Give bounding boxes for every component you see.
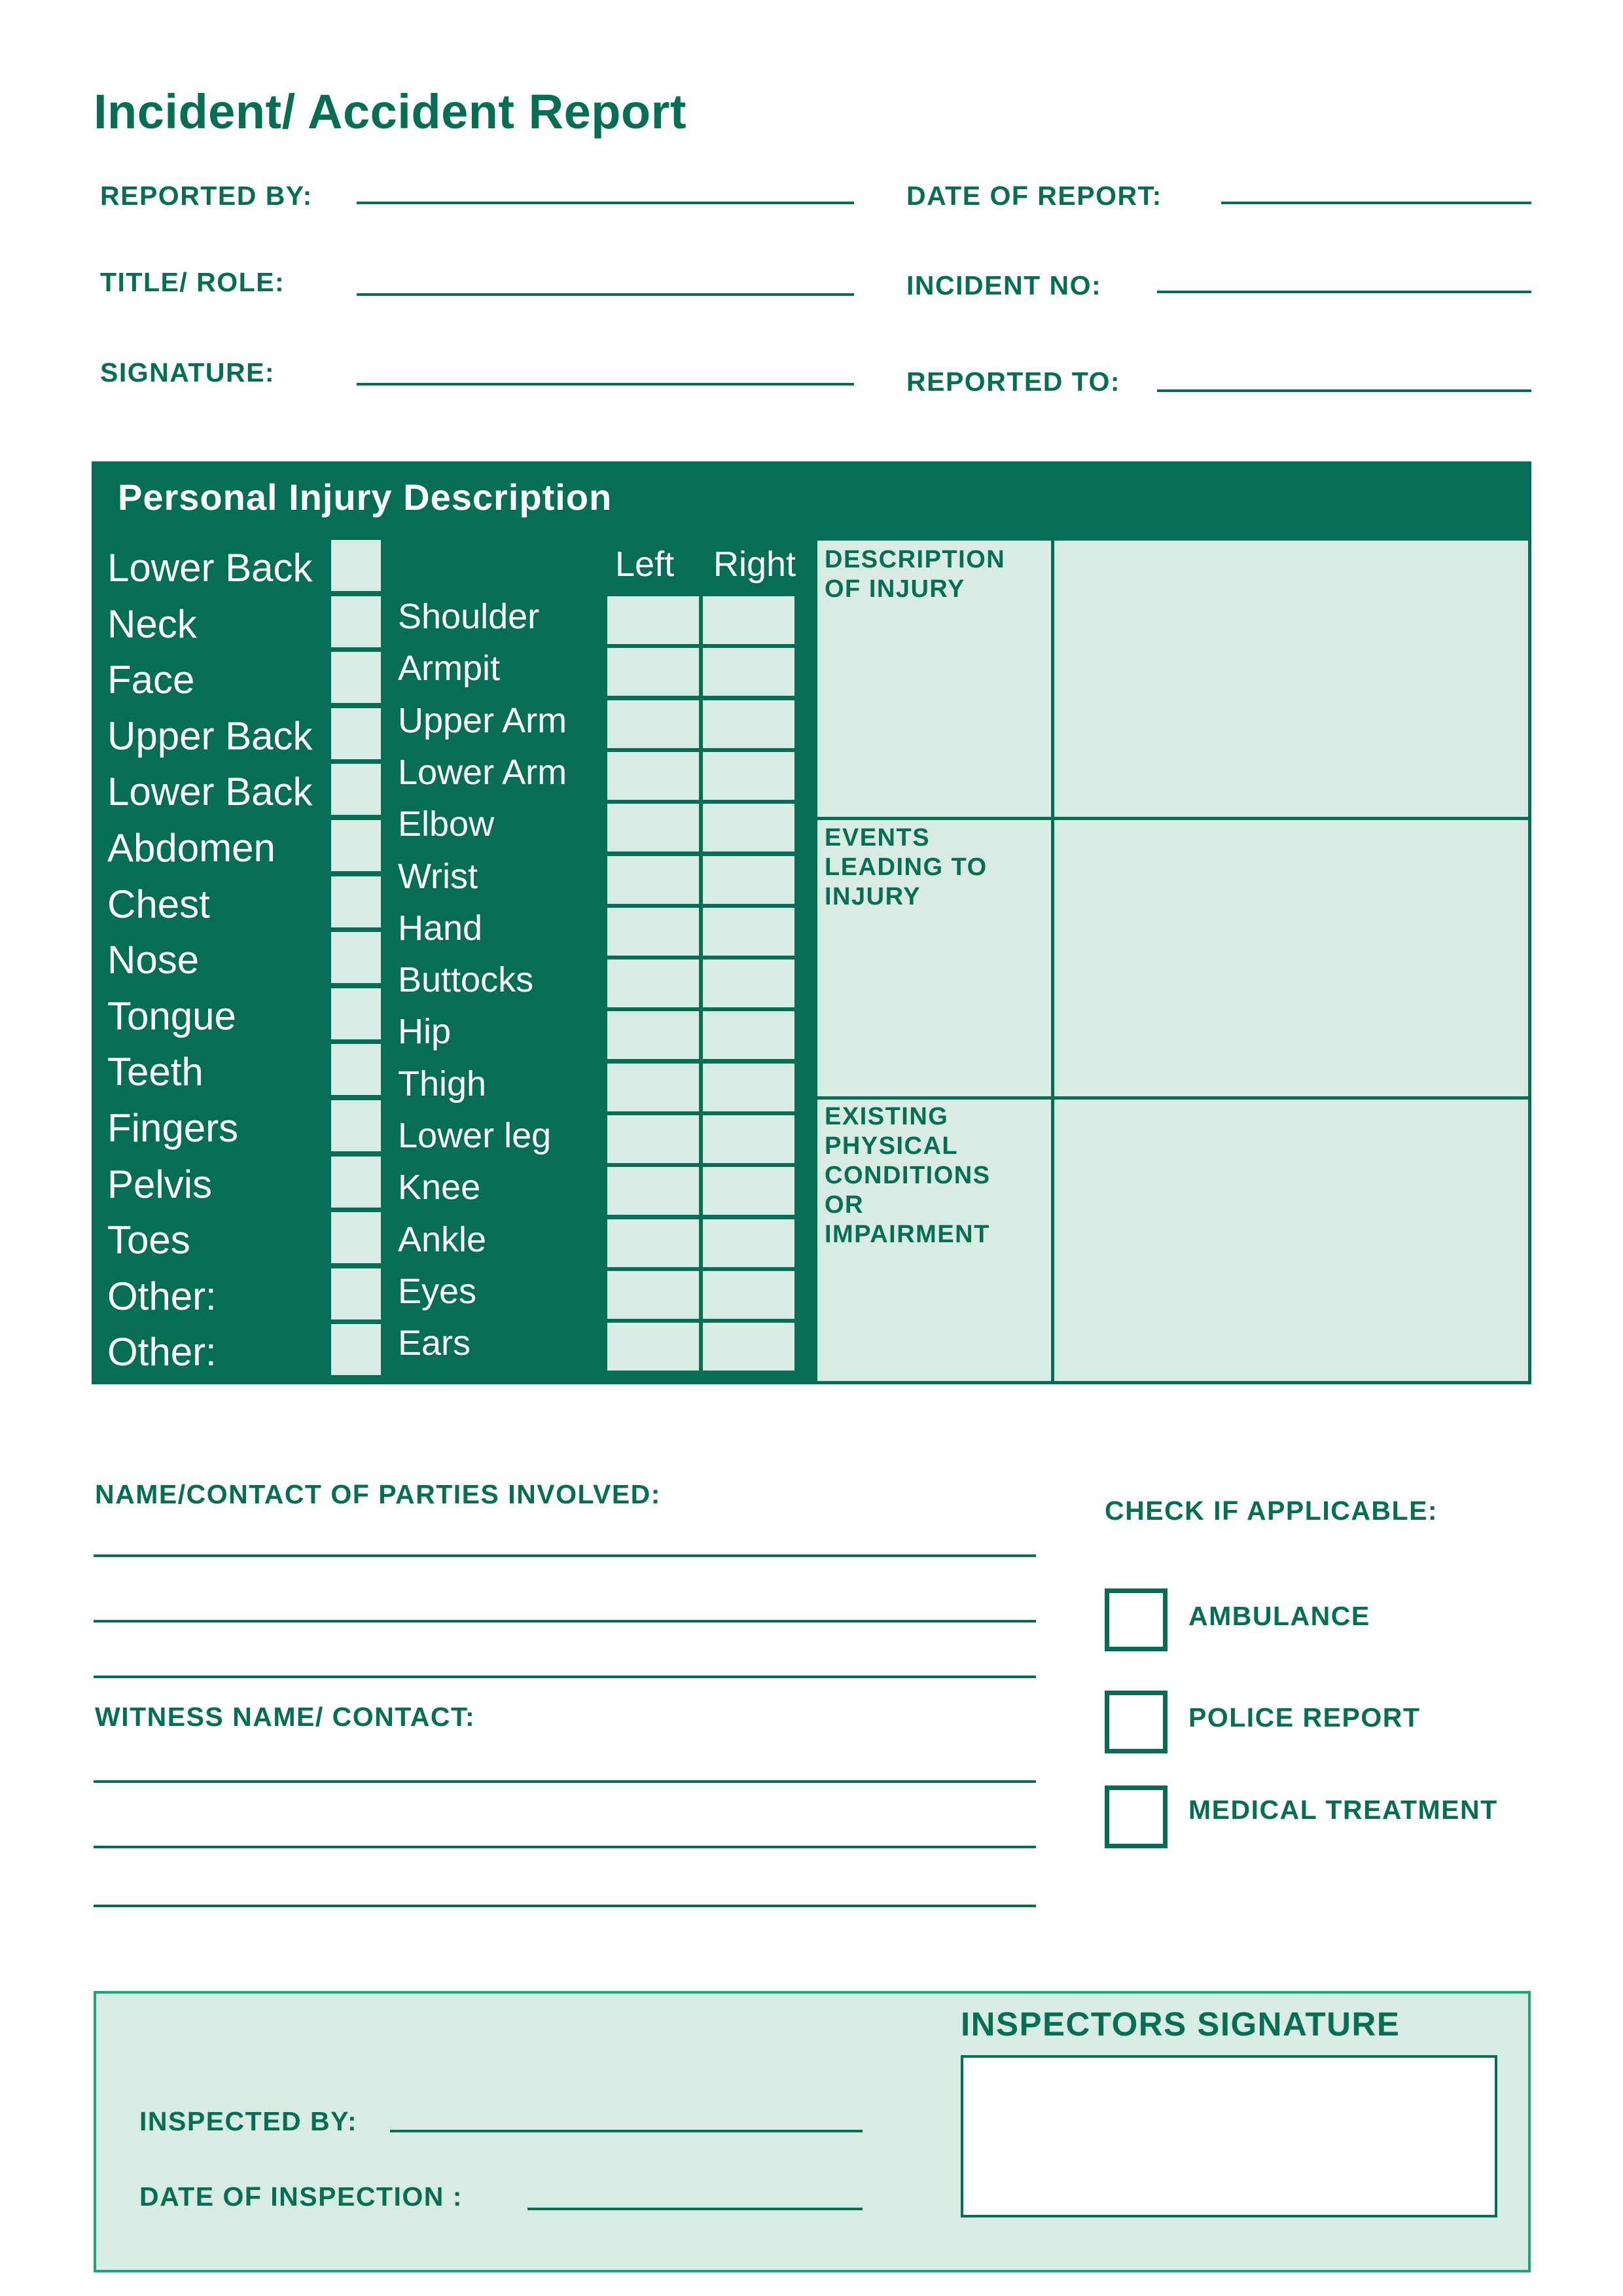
side-body-part-label: Wrist — [398, 856, 478, 896]
witness-line[interactable] — [94, 1905, 1036, 1907]
right-side-checkbox[interactable] — [703, 856, 794, 904]
side-body-part-label: Upper Arm — [398, 700, 567, 740]
side-body-part-label: Knee — [398, 1168, 481, 1208]
side-body-part-label: Ankle — [398, 1219, 487, 1259]
side-body-part-label: Hip — [398, 1012, 452, 1052]
ambulance-checkbox[interactable] — [1105, 1588, 1168, 1651]
inspected-by-label: INSPECTED BY: — [139, 2106, 358, 2136]
reported-by-label: REPORTED BY: — [100, 181, 313, 211]
right-side-checkbox[interactable] — [703, 1167, 794, 1215]
left-side-checkbox[interactable] — [607, 856, 699, 904]
body-part-checkbox[interactable] — [331, 1212, 381, 1263]
body-part-checkbox[interactable] — [331, 1324, 381, 1375]
side-body-part-label: Shoulder — [398, 597, 540, 636]
description-of-injury-field[interactable] — [1055, 541, 1528, 816]
right-side-checkbox[interactable] — [703, 1011, 794, 1059]
left-side-checkbox[interactable] — [607, 1011, 699, 1059]
existing-conditions-label: EXISTING PHYSICAL CONDITIONS OR IMPAIRMENT — [825, 1103, 991, 1248]
left-side-checkbox[interactable] — [607, 1115, 699, 1163]
police-report-label: POLICE REPORT — [1188, 1702, 1421, 1732]
injury-section-header — [92, 461, 1531, 537]
body-part-checkbox[interactable] — [331, 1100, 381, 1151]
left-side-checkbox[interactable] — [607, 700, 699, 748]
side-body-part-label: Armpit — [398, 649, 501, 689]
events-leading-field[interactable] — [1055, 821, 1528, 1096]
parties-line[interactable] — [94, 1554, 1036, 1557]
left-column-header: Left — [615, 545, 675, 584]
injury-section-title: Personal Injury Description — [118, 476, 613, 518]
body-part-label: Abdomen — [107, 826, 276, 870]
body-part-checkbox[interactable] — [331, 988, 381, 1039]
side-body-part-label: Hand — [398, 908, 483, 948]
body-part-checkbox[interactable] — [331, 540, 381, 591]
right-column-header: Right — [713, 545, 796, 584]
left-right-parts-column — [385, 537, 814, 1384]
body-part-checkbox[interactable] — [331, 764, 381, 815]
body-part-label: Lower Back — [107, 770, 313, 814]
parties-involved-label: NAME/CONTACT OF PARTIES INVOLVED: — [95, 1479, 661, 1509]
body-part-label: Nose — [107, 938, 200, 982]
body-part-label: Fingers — [107, 1106, 239, 1150]
left-side-checkbox[interactable] — [607, 648, 699, 696]
right-side-checkbox[interactable] — [703, 908, 794, 956]
right-side-checkbox[interactable] — [703, 1219, 794, 1267]
body-part-label: Toes — [107, 1218, 190, 1263]
right-side-checkbox[interactable] — [703, 648, 794, 696]
left-side-checkbox[interactable] — [607, 1064, 699, 1111]
left-side-checkbox[interactable] — [607, 804, 699, 852]
right-side-checkbox[interactable] — [703, 804, 794, 852]
body-part-checkbox[interactable] — [331, 1044, 381, 1095]
left-side-checkbox[interactable] — [607, 908, 699, 956]
body-part-label: Tongue — [107, 994, 236, 1038]
side-body-part-label: Buttocks — [398, 960, 534, 1000]
date-of-report-field[interactable] — [1221, 202, 1531, 204]
side-body-part-label: Lower Arm — [398, 752, 567, 792]
events-leading-label: EVENTS LEADING TO INJURY — [825, 824, 988, 910]
left-side-checkbox[interactable] — [607, 960, 699, 1007]
witness-line[interactable] — [94, 1846, 1036, 1848]
date-of-inspection-field[interactable] — [527, 2208, 863, 2210]
right-side-checkbox[interactable] — [703, 700, 794, 748]
reported-to-field[interactable] — [1157, 389, 1531, 392]
description-divider — [1051, 537, 1054, 1384]
description-of-injury-label: DESCRIPTION OF INJURY — [825, 546, 1006, 603]
body-part-checkbox[interactable] — [331, 1268, 381, 1319]
right-side-checkbox[interactable] — [703, 596, 794, 644]
signature-field[interactable] — [357, 383, 854, 386]
reported-to-label: REPORTED TO: — [906, 367, 1121, 397]
side-body-part-label: Thigh — [398, 1064, 487, 1103]
body-parts-column — [92, 537, 385, 1384]
body-part-label: Other: — [107, 1274, 217, 1318]
inspected-by-field[interactable] — [390, 2130, 863, 2132]
body-part-label: Other: — [107, 1330, 217, 1374]
side-body-part-label: Eyes — [398, 1271, 477, 1311]
side-body-part-label: Elbow — [398, 804, 495, 844]
ambulance-label: AMBULANCE — [1188, 1601, 1370, 1631]
right-side-checkbox[interactable] — [703, 1271, 794, 1319]
side-body-part-label: Ears — [398, 1323, 471, 1363]
body-part-label: Chest — [107, 882, 210, 926]
left-side-checkbox[interactable] — [607, 1167, 699, 1215]
left-side-checkbox[interactable] — [607, 1219, 699, 1267]
witness-label: WITNESS NAME/ CONTACT: — [95, 1702, 476, 1732]
body-part-checkbox[interactable] — [331, 596, 381, 647]
body-part-checkbox[interactable] — [331, 820, 381, 871]
body-part-checkbox[interactable] — [331, 652, 381, 703]
description-row-divider — [814, 1096, 1531, 1100]
right-side-checkbox[interactable] — [703, 960, 794, 1007]
body-part-checkbox[interactable] — [331, 708, 381, 759]
medical-treatment-checkbox[interactable] — [1105, 1785, 1168, 1848]
medical-treatment-label: MEDICAL TREATMENT — [1188, 1795, 1498, 1825]
body-part-label: Upper Back — [107, 713, 313, 758]
reported-by-field[interactable] — [357, 202, 854, 204]
body-part-label: Lower Back — [107, 546, 313, 590]
page-title: Incident/ Accident Report — [94, 84, 687, 139]
left-side-checkbox[interactable] — [607, 1271, 699, 1319]
left-side-checkbox[interactable] — [607, 1323, 699, 1371]
witness-line[interactable] — [94, 1780, 1036, 1783]
date-of-inspection-label: DATE OF INSPECTION : — [139, 2181, 463, 2212]
incident-no-field[interactable] — [1157, 291, 1531, 293]
police-report-checkbox[interactable] — [1105, 1691, 1168, 1753]
inspector-signature-box[interactable] — [961, 2055, 1497, 2217]
incident-no-label: INCIDENT NO: — [906, 270, 1102, 300]
title-role-label: TITLE/ ROLE: — [100, 267, 285, 297]
body-part-label: Pelvis — [107, 1162, 213, 1206]
body-part-checkbox[interactable] — [331, 1157, 381, 1208]
parties-line[interactable] — [94, 1676, 1036, 1678]
left-side-checkbox[interactable] — [607, 752, 699, 800]
signature-label: SIGNATURE: — [100, 357, 276, 387]
description-row-divider — [814, 817, 1531, 820]
inspector-signature-heading: INSPECTORS SIGNATURE — [961, 2005, 1400, 2043]
right-side-checkbox[interactable] — [703, 752, 794, 800]
date-of-report-label: DATE OF REPORT: — [906, 181, 1162, 211]
left-side-checkbox[interactable] — [607, 596, 699, 644]
existing-conditions-field[interactable] — [1055, 1100, 1528, 1380]
body-part-label: Neck — [107, 601, 197, 646]
check-applicable-heading: CHECK IF APPLICABLE: — [1105, 1496, 1438, 1526]
parties-line[interactable] — [94, 1620, 1036, 1623]
body-part-checkbox[interactable] — [331, 876, 381, 927]
right-side-checkbox[interactable] — [703, 1323, 794, 1371]
right-side-checkbox[interactable] — [703, 1115, 794, 1163]
body-part-checkbox[interactable] — [331, 932, 381, 983]
side-body-part-label: Lower leg — [398, 1116, 552, 1155]
right-side-checkbox[interactable] — [703, 1064, 794, 1111]
title-role-field[interactable] — [357, 293, 854, 296]
body-part-label: Face — [107, 658, 195, 702]
body-part-label: Teeth — [107, 1050, 204, 1094]
